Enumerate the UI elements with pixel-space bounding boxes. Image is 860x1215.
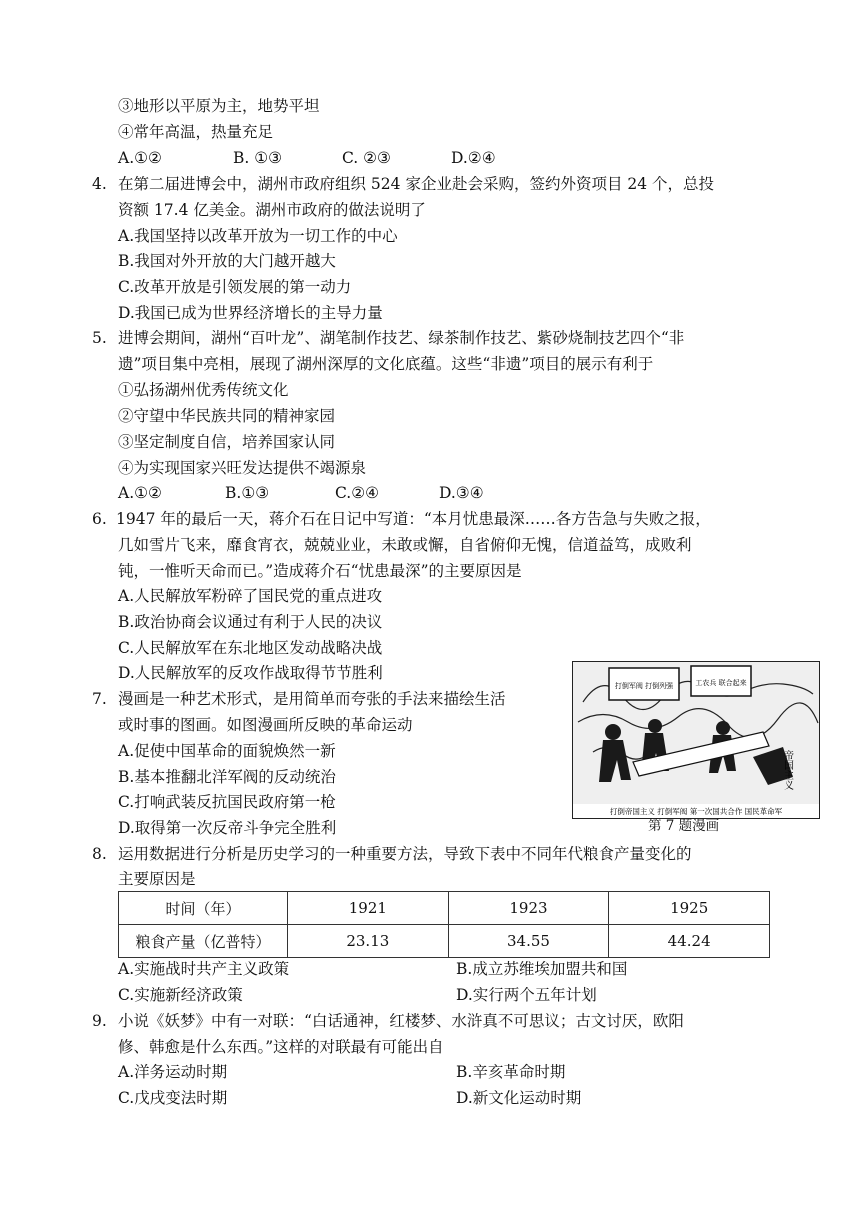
q9-stem-line-2: 修、韩愈是什么东西。”这样的对联最有可能出自 (118, 1038, 444, 1056)
q7-option-d: D.取得第一次反帝斗争完全胜利 (118, 819, 337, 837)
q8-option-a: A.实施战时共产主义政策 (118, 960, 290, 978)
q4-option-b: B.我国对外开放的大门越开越大 (118, 252, 336, 270)
q5-item-1: ①弘扬湖州优秀传统文化 (118, 381, 289, 399)
q5-item-3: ③坚定制度自信，培养国家认同 (118, 433, 336, 451)
q7-cartoon-image (572, 661, 820, 819)
table-cell: 44.24 (609, 925, 770, 958)
table-row (119, 925, 770, 958)
q8-option-d: D.实行两个五年计划 (456, 986, 597, 1004)
table-cell: 粮食产量（亿普特） (119, 925, 288, 958)
prev-option-d: D.②④ (451, 149, 496, 167)
q8-option-c: C.实施新经济政策 (118, 986, 243, 1004)
table-cell: 1925 (609, 892, 770, 925)
q7-number: 7. (92, 690, 107, 708)
cartoon-side-text: 帝国主义 (781, 750, 793, 790)
q6-stem-line-2: 几如雪片飞来，靡食宵衣，兢兢业业，未敢或懈，自省俯仰无愧，信道益笃，成败利 (118, 536, 692, 554)
q4-option-a: A.我国坚持以改革开放为一切工作的中心 (118, 227, 398, 245)
q9-option-c: C.戊戌变法时期 (118, 1089, 228, 1107)
q6-option-a: A.人民解放军粉碎了国民党的重点进攻 (118, 587, 383, 605)
q6-option-b: B.政治协商会议通过有利于人民的决议 (118, 613, 383, 631)
table-cell: 1921 (288, 892, 449, 925)
q4-option-d: D.我国已成为世界经济增长的主导力量 (118, 304, 383, 322)
prev-item-4: ④常年高温，热量充足 (118, 123, 274, 141)
cartoon-illustration (573, 662, 819, 818)
q5-item-2: ②守望中华民族共同的精神家园 (118, 407, 336, 425)
prev-option-b: B. ①③ (233, 149, 283, 167)
q6-stem-line-1: 1947 年的最后一天，蒋介石在日记中写道：“本月忧患最深……各方告急与失败之报， (116, 510, 711, 528)
q5-item-4: ④为实现国家兴旺发达提供不竭源泉 (118, 459, 367, 477)
q5-number: 5. (92, 329, 107, 347)
cartoon-sign-left-text: 打倒军阀 打倒列强 (614, 682, 674, 690)
q4-option-c: C.改革开放是引领发展的第一动力 (118, 278, 352, 296)
table-header-row (119, 892, 770, 925)
q7-cartoon-caption: 第 7 题漫画 (648, 818, 720, 834)
q9-option-a: A.洋务运动时期 (118, 1063, 228, 1081)
q7-stem-line-2: 或时事的图画。如图漫画所反映的革命运动 (118, 716, 413, 734)
q6-option-d: D.人民解放军的反攻作战取得节节胜利 (118, 664, 383, 682)
prev-option-c: C. ②③ (342, 149, 391, 167)
q9-stem-line-1: 小说《妖梦》中有一对联：“白话通神，红楼梦、水浒真不可思议；古文讨厌，欧阳 (118, 1012, 684, 1030)
table-cell: 23.13 (288, 925, 449, 958)
q8-data-table (118, 891, 770, 958)
q4-number: 4. (92, 175, 107, 193)
q6-option-c: C.人民解放军在东北地区发动战略决战 (118, 639, 383, 657)
q5-option-d: D.③④ (439, 484, 484, 502)
q8-stem-line-2: 主要原因是 (118, 870, 196, 888)
q5-stem-line-1: 进博会期间，湖州“百叶龙”、湖笔制作技艺、绿茶制作技艺、紫砂烧制技艺四个“非 (118, 329, 685, 347)
q8-stem-line-1: 运用数据进行分析是历史学习的一种重要方法，导致下表中不同年代粮食产量变化的 (118, 845, 692, 863)
table-cell: 时间（年） (119, 892, 288, 925)
q4-stem-line-1: 在第二届进博会中，湖州市政府组织 524 家企业赴会采购，签约外资项目 24 个，总投 (118, 175, 715, 193)
q8-option-b: B.成立苏维埃加盟共和国 (456, 960, 628, 978)
q4-stem-line-2: 资额 17.4 亿美金。湖州市政府的做法说明了 (118, 201, 426, 219)
q8-number: 8. (92, 845, 107, 863)
q7-option-c: C.打响武装反抗国民政府第一枪 (118, 793, 336, 811)
table-cell: 1923 (448, 892, 609, 925)
q7-stem-line-1: 漫画是一种艺术形式，是用简单而夸张的手法来描绘生活 (118, 690, 506, 708)
prev-item-3: ③地形以平原为主，地势平坦 (118, 97, 320, 115)
q7-option-b: B.基本推翻北洋军阀的反动统治 (118, 768, 336, 786)
prev-option-a: A.①② (118, 149, 162, 167)
cartoon-bottom-text: 打倒帝国主义 打倒军阀 第一次国共合作 国民革命军 (609, 807, 783, 816)
q5-option-c: C.②④ (335, 484, 380, 502)
q6-stem-line-3: 钝，一惟听天命而已。”造成蒋介石“忧患最深”的主要原因是 (118, 562, 522, 580)
q9-number: 9. (92, 1012, 107, 1030)
q5-stem-line-2: 遗”项目集中亮相，展现了湖州深厚的文化底蕴。这些“非遗”项目的展示有利于 (118, 355, 654, 373)
cartoon-sign-right-text: 工农兵 联合起来 (695, 679, 747, 687)
q6-number: 6. (92, 510, 107, 528)
q7-option-a: A.促使中国革命的面貌焕然一新 (118, 742, 336, 760)
table-cell: 34.55 (448, 925, 609, 958)
q5-option-a: A.①② (118, 484, 162, 502)
q9-option-d: D.新文化运动时期 (456, 1089, 582, 1107)
q9-option-b: B.辛亥革命时期 (456, 1063, 566, 1081)
q5-option-b: B.①③ (225, 484, 270, 502)
